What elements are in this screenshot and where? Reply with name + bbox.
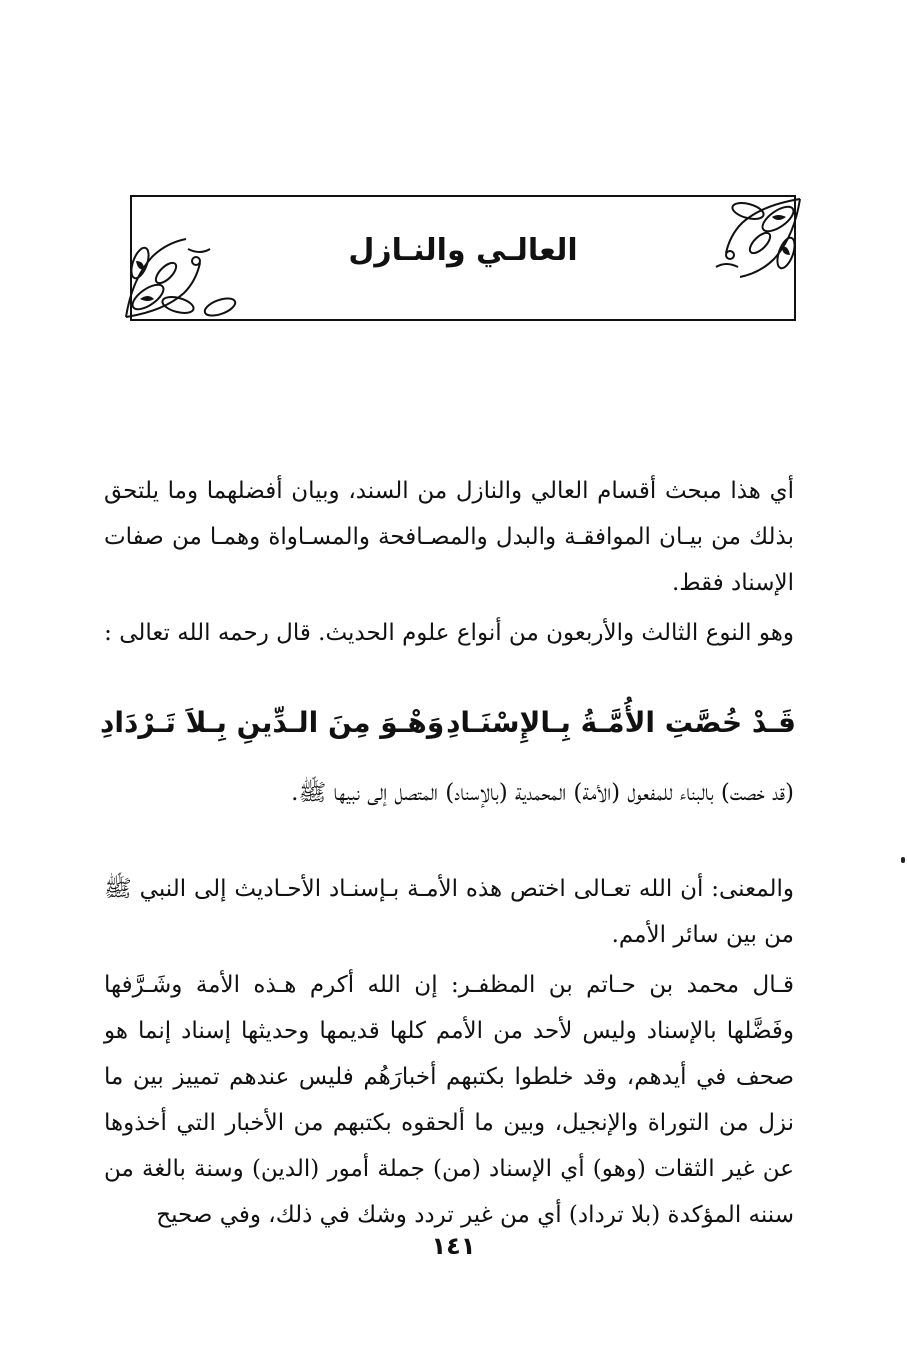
verse-second-hemistich: وَهْـوَ مِنَ الـدِّينِ بِـلاَ تَـرْدَادِ — [100, 706, 445, 739]
verse-first-hemistich: قَـدْ خُصَّتِ الأُمَّـةُ بِـالإِسْنَـادِ — [446, 706, 796, 739]
page-number: ١٤١ — [431, 1232, 476, 1260]
paragraph-quote: قـال محمد بن حـاتم بن المظفـر: إن الله أكرم هـذه الأمة وشَـرَّفها وفَضَّلها بالإسناد وليس لأحد من الأمم كلها قديمها وحديثها إسناد إنما هو صحف في أيدهم، وقد خلطوا بكتبهم أخبارَهُم فليس عندهم تمييز بين ما نزل من التوراة والإنجيل، وبين ما ألحقوه بكتبهم من الأخبار التي أخذوها عن غير الثقات (وهو) أي الإسناد (من) جملة أمور (الدين) وسنة بالغة من سننه المؤكدة (بلا ترداد) أي من غير تردد وشك في ذلك، وفي صحيح — [104, 972, 794, 1228]
scan-speck — [901, 857, 905, 863]
chapter-title: العالـي والنـازل — [348, 233, 578, 268]
poem-verse — [100, 706, 796, 739]
paragraph-commentary: (قد خصت) بالبناء للمفعول (الأمة) المحمدية (بالإسناد) المتصل إلى نبيها ﷺ. — [291, 780, 794, 806]
chapter-title-frame — [130, 195, 796, 321]
paragraph-meaning: والمعنى: أن الله تعـالى اختص هذه الأمـة بـإسنـاد الأحـاديث إلى النبي ﷺ من بين سائر الأمم. — [104, 876, 794, 948]
paragraph-type: وهو النوع الثالث والأربعون من أنواع علوم الحديث. قال رحمه الله تعالى : — [104, 620, 794, 646]
paragraph-intro: أي هذا مبحث أقسام العالي والنازل من السند، وبيان أفضلهما وما يلتحق بذلك من بيـان الموافقـة والبدل والمصـافحة والمسـاواة وهمـا من صفات الإسناد فقط. — [104, 478, 794, 596]
